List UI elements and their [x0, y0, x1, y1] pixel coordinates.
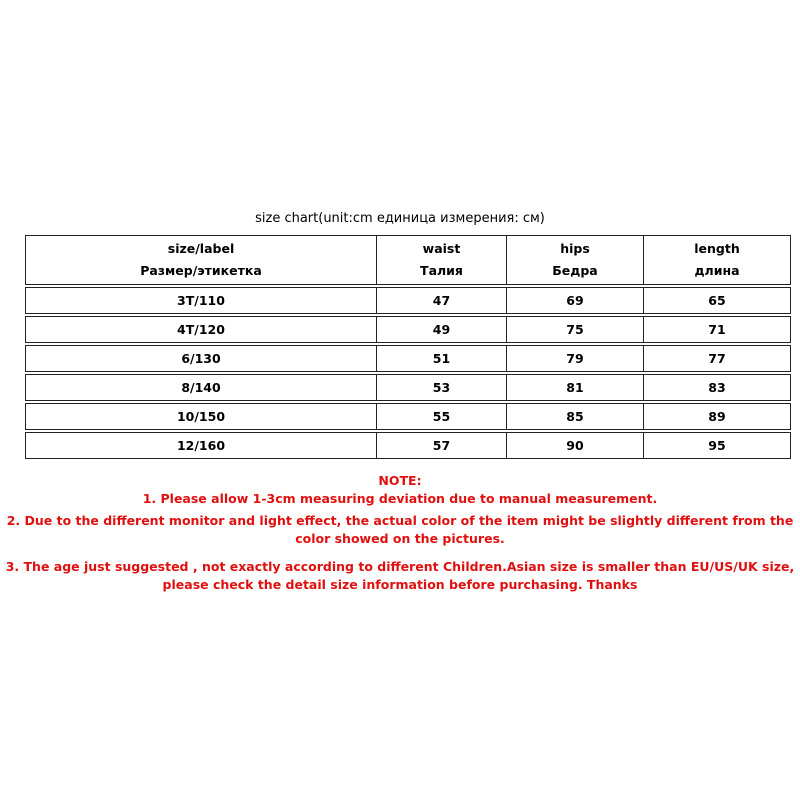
cell-length: 77 [644, 346, 791, 372]
cell-size: 12/160 [26, 433, 377, 459]
cell-hips: 85 [507, 404, 644, 430]
header-waist-en: waist [422, 241, 461, 256]
header-hips-en: hips [560, 241, 590, 256]
cell-waist: 57 [377, 433, 507, 459]
chart-title: size chart(unit:cm единица измерения: см) [255, 211, 545, 226]
header-cell-hips [507, 236, 644, 285]
cell-size: 3T/110 [26, 288, 377, 314]
cell-hips: 81 [507, 375, 644, 401]
cell-waist: 49 [377, 317, 507, 343]
cell-length: 83 [644, 375, 791, 401]
header-length-ru: длина [694, 263, 740, 278]
header-size-ru: Размер/этикетка [140, 263, 262, 278]
table-row [26, 346, 791, 372]
table-row [26, 288, 791, 314]
note-heading: NOTE: [378, 473, 422, 488]
header-length-en: length [694, 241, 740, 256]
header-size-en: size/label [167, 241, 235, 256]
cell-waist: 47 [377, 288, 507, 314]
table-header-row [26, 236, 791, 285]
header-hips-ru: Бедра [552, 263, 598, 278]
cell-hips: 79 [507, 346, 644, 372]
cell-length: 71 [644, 317, 791, 343]
cell-length: 89 [644, 404, 791, 430]
cell-size: 6/130 [26, 346, 377, 372]
cell-size: 8/140 [26, 375, 377, 401]
note-item-3: 3. The age just suggested , not exactly according to different Children.Asian size is smaller than EU/US/UK size, please check the detail size information before purchasing. Thanks [5, 559, 795, 592]
table-row [26, 375, 791, 401]
notes-section [0, 472, 800, 594]
table-row [26, 404, 791, 430]
cell-hips: 90 [507, 433, 644, 459]
table-row [26, 433, 791, 459]
cell-waist: 53 [377, 375, 507, 401]
cell-length: 65 [644, 288, 791, 314]
note-item-2: 2. Due to the different monitor and light effect, the actual color of the item might be slightly different from the color showed on the pictures. [6, 513, 794, 546]
cell-waist: 51 [377, 346, 507, 372]
size-chart-table [25, 235, 791, 459]
header-cell-waist [377, 236, 507, 285]
cell-length: 95 [644, 433, 791, 459]
header-waist-ru: Талия [420, 263, 463, 278]
cell-size: 10/150 [26, 404, 377, 430]
header-cell-length [644, 236, 791, 285]
cell-waist: 55 [377, 404, 507, 430]
note-item-1: 1. Please allow 1-3cm measuring deviation due to manual measurement. [142, 491, 658, 506]
header-cell-size [26, 236, 377, 285]
cell-hips: 69 [507, 288, 644, 314]
cell-size: 4T/120 [26, 317, 377, 343]
table-row [26, 317, 791, 343]
cell-hips: 75 [507, 317, 644, 343]
